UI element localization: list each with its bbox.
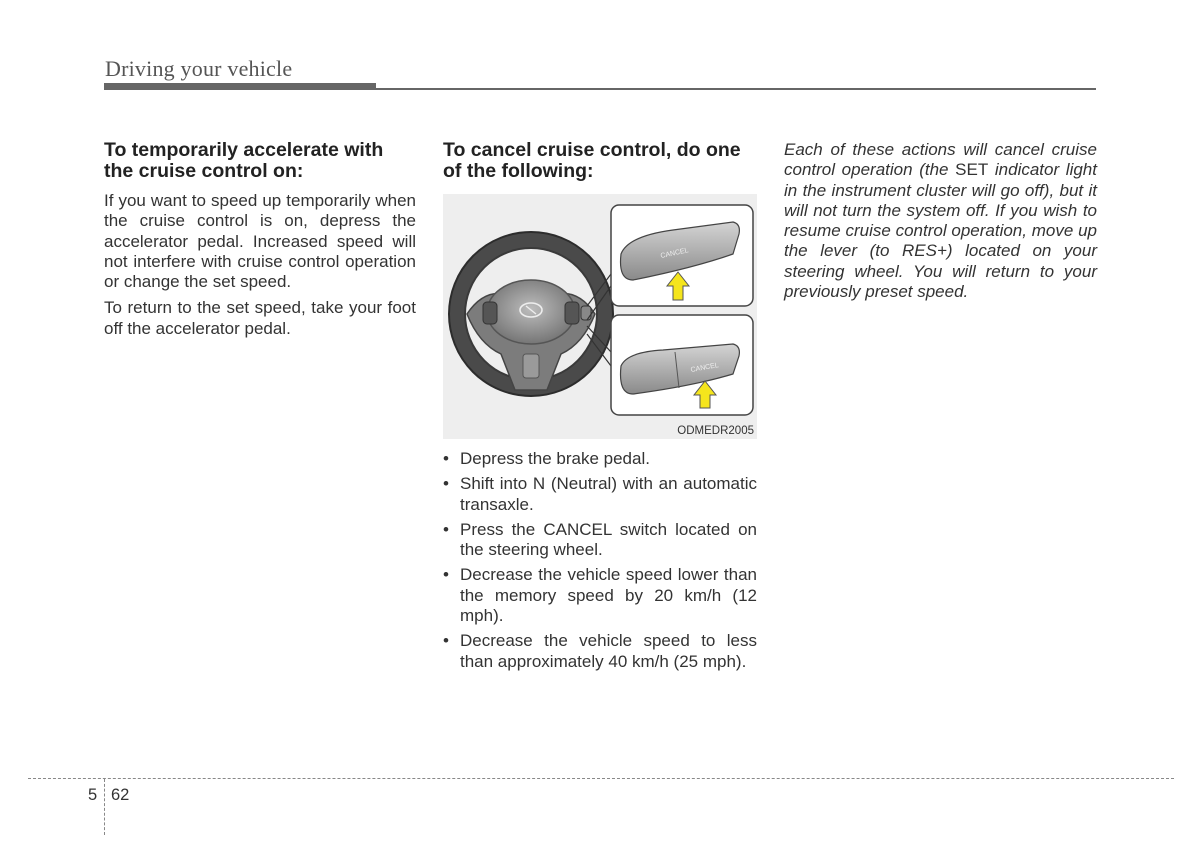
header-rule-thin (104, 88, 1096, 90)
paragraph-accelerate-2: To return to the set speed, take your foot off the accelerator pedal. (104, 298, 416, 338)
list-item: • Depress the brake pedal. (443, 449, 650, 468)
list-item: • Press the CANCEL switch located on the steering wheel. (443, 519, 757, 560)
section-heading-cancel: To cancel cruise control, do one of the following: (443, 139, 741, 182)
cancel-methods-list (443, 449, 757, 672)
steering-wheel-figure (443, 194, 757, 439)
cancel-note: Each of these actions will cancel cruise control operation (the SET indicator light in the instrument cluster will go off), but it will not turn the system off. If you wish to resume cruise control operation, move up the lever (to RES+) located on your steering wheel. You will return to your previously preset speed. (784, 140, 1097, 302)
footer-divider (104, 779, 105, 835)
steering-wheel-illustration (443, 194, 757, 439)
chapter-number: 5 (88, 786, 98, 804)
page-number: 62 (111, 786, 130, 804)
running-header: Driving your vehicle (105, 56, 293, 81)
column-cancel (443, 140, 757, 677)
list-item: • Shift into N (Neutral) with an automatic transaxle. (443, 474, 757, 514)
list-item: • Decrease the vehicle speed to less than approximately 40 km/h (25 mph). (443, 631, 757, 671)
column-note (784, 140, 1097, 302)
cancel-button-label: CANCEL (659, 247, 690, 260)
footer-rule (28, 778, 1174, 779)
figure-code: ODMEDR2005 (677, 425, 754, 437)
cancel-button-label: CANCEL (690, 362, 720, 374)
inset-cancel-switch-top (611, 205, 753, 306)
list-item: • Decrease the vehicle speed lower than the memory speed by 20 km/h (12 mph). (443, 565, 757, 626)
steering-wheel (449, 232, 613, 396)
section-heading-accelerate: To temporarily accelerate with the cruise control on: (104, 139, 384, 182)
column-accelerate (104, 140, 416, 345)
inset-cancel-switch-bottom (611, 315, 753, 415)
paragraph-accelerate-1: If you want to speed up temporarily when the cruise control is on, depress the accelerator pedal. Increased speed will not interfere with cruise control operation or change the set speed. (104, 191, 416, 292)
